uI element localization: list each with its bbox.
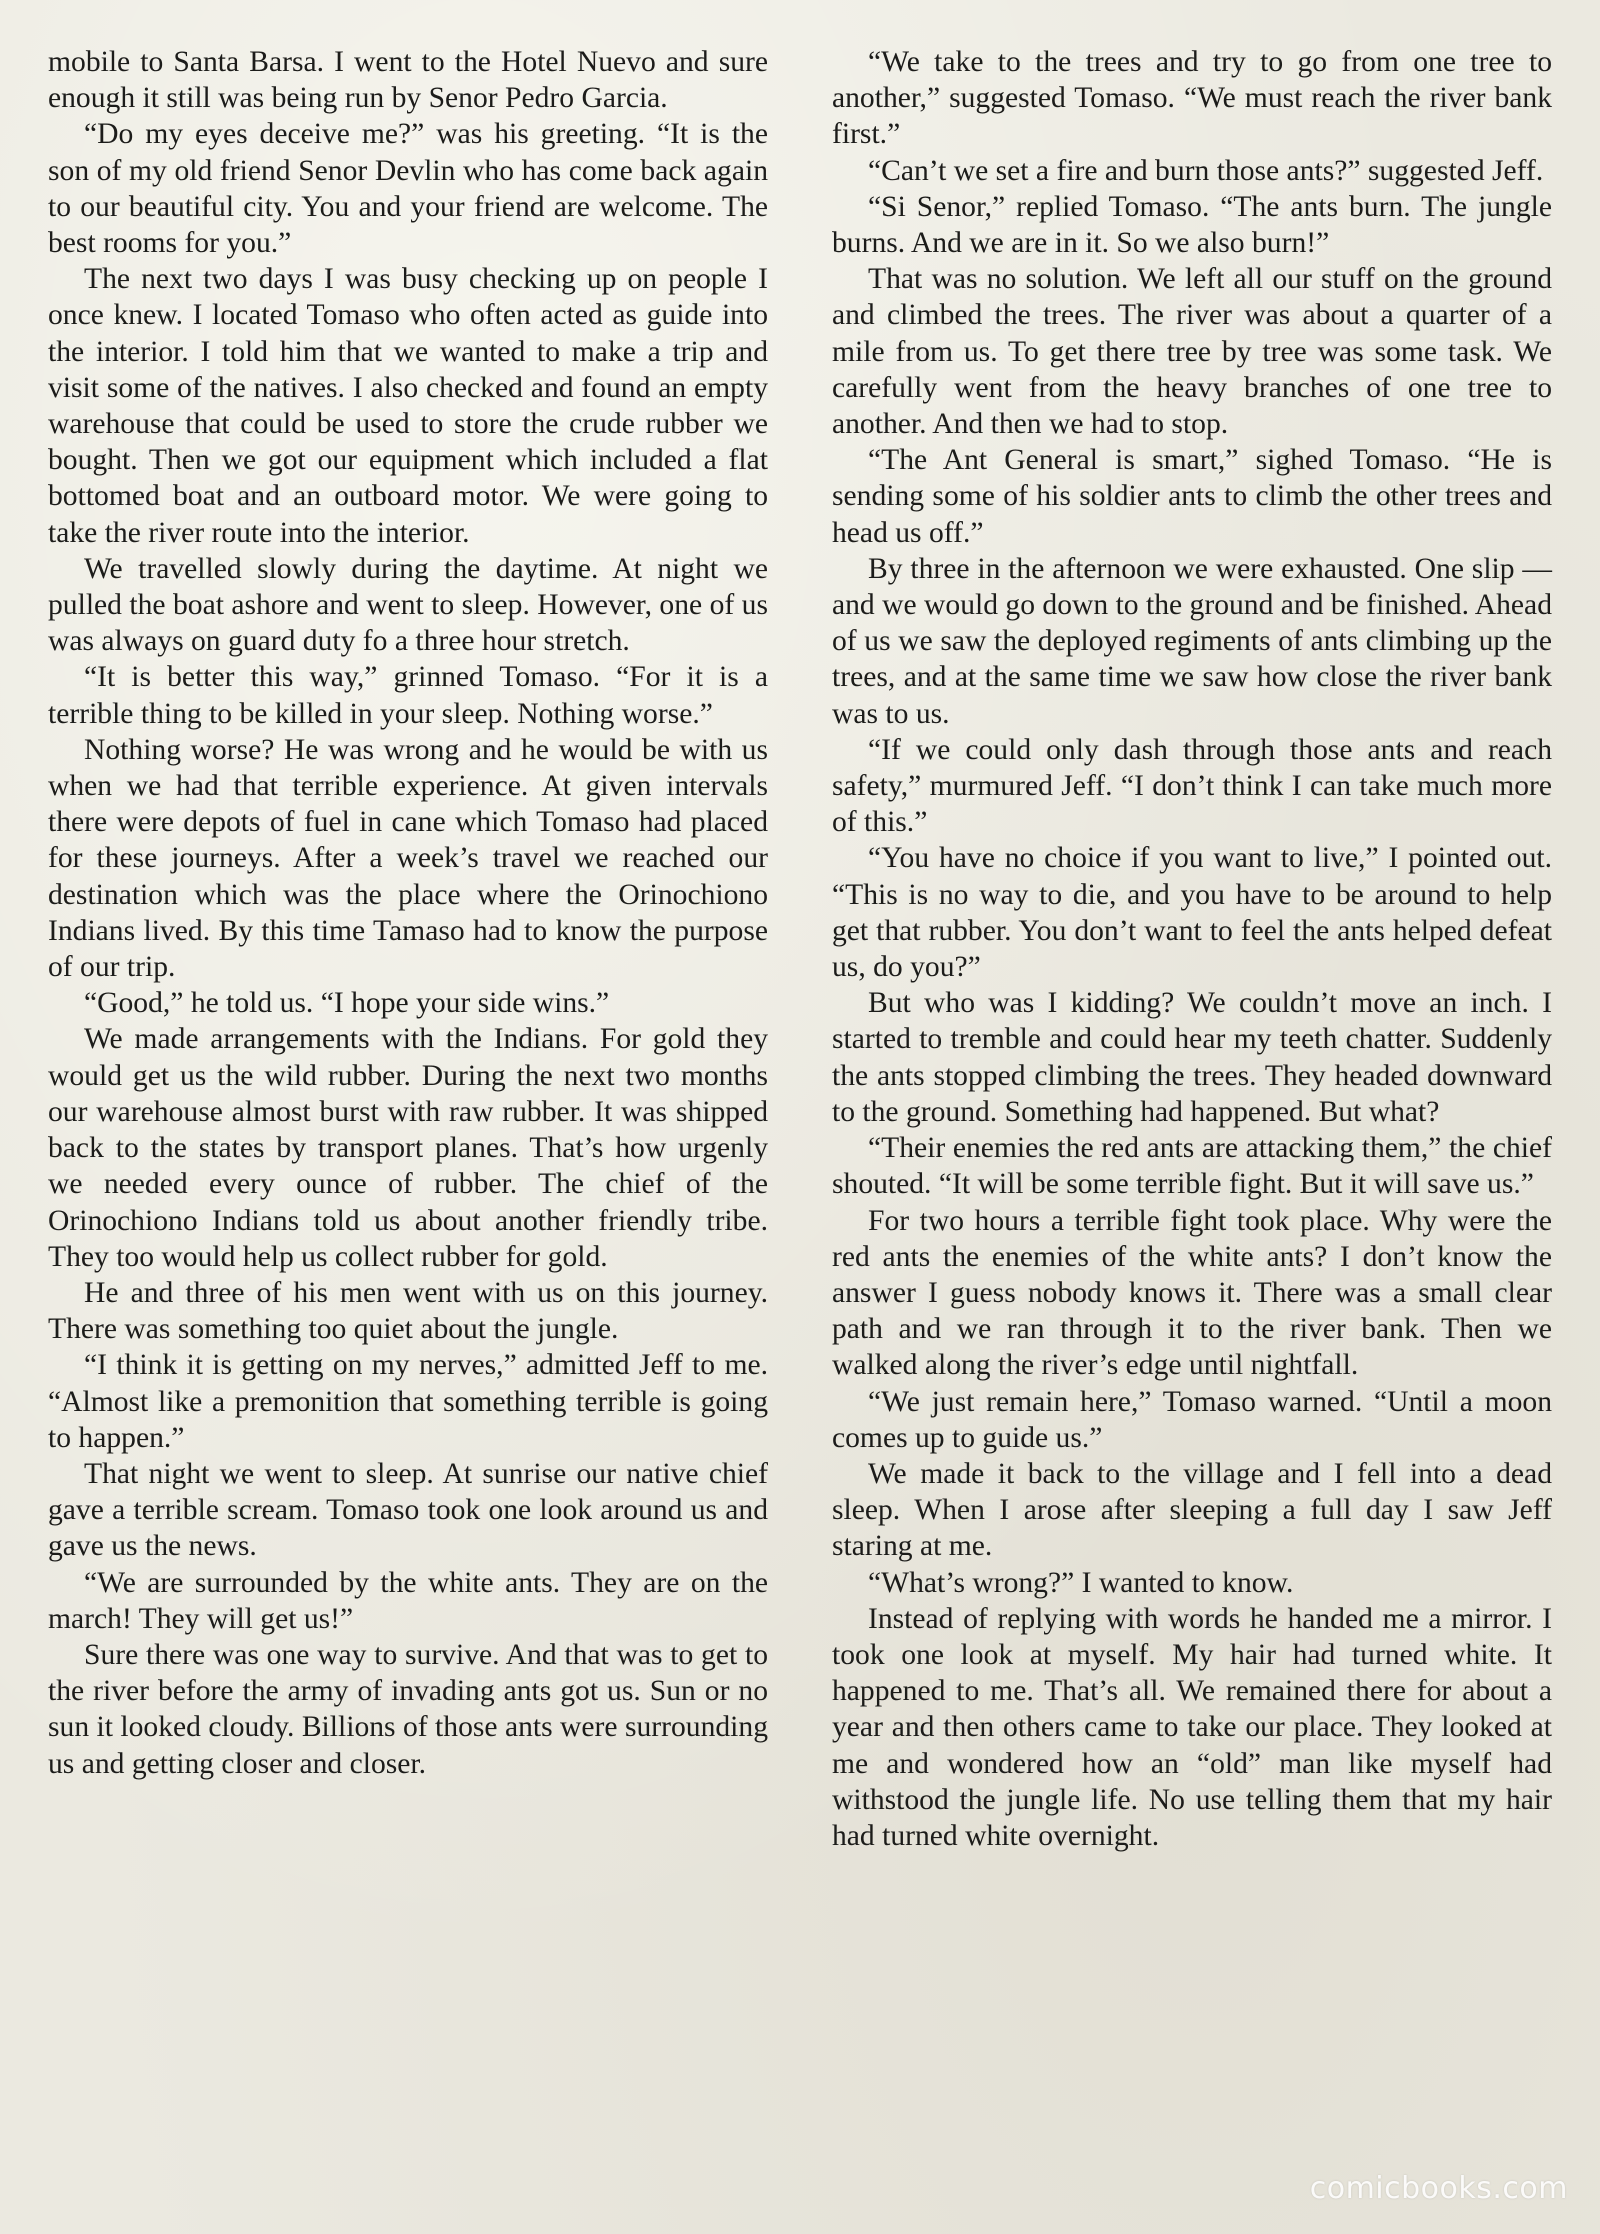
paragraph: “What’s wrong?” I wanted to know. (868, 1566, 1294, 1599)
paragraph: “I think it is getting on my nerves,” admitted Jeff to me. “Almost like a premonition that something terrible is going to happen.” (48, 1349, 768, 1454)
paragraph: That night we went to sleep. At sunrise our native chief gave a terrible scream. Tomaso took one look around us and gave us the news. (48, 1457, 768, 1563)
paragraph: He and three of his men went with us on this journey. There was something too quiet about the jungle. (48, 1276, 768, 1346)
paragraph: Instead of replying with words he handed me a mirror. I took one look at myself. My hair had turned white. It happened to me. That’s all. We remained there for about a year and then others came to take our place. They looked at me and wondered how an “old” man like myself had withstood the jungle life. No use telling them that my hair had turned white overnight. (832, 1602, 1552, 1852)
paragraph: “Can’t we set a fire and burn those ants?” suggested Jeff. (868, 154, 1544, 187)
paragraph: We travelled slowly during the daytime. At night we pulled the boat ashore and went to sleep. However, one of us was always on guard duty fo a three hour stretch. (48, 552, 768, 658)
paragraph: By three in the afternoon we were exhausted. One slip — and we would go down to the ground and be finished. Ahead of us we saw the deployed regiments of ants climbing up the trees, and at the same time we saw how close the river bank was to us. (832, 552, 1552, 730)
paragraph: We made it back to the village and I fell into a dead sleep. When I arose after sleeping a full day I saw Jeff staring at me. (832, 1457, 1552, 1563)
paragraph: Sure there was one way to survive. And that was to get to the river before the army of invading ants got us. Sun or no sun it looked cloudy. Billions of those ants were surrounding us and getting closer and closer. (48, 1638, 768, 1780)
paragraph: Nothing worse? He was wrong and he would be with us when we had that terrible experience. At given intervals there were depots of fuel in cane which Tomaso had placed for these journeys. After a week’s travel we reached our destination which was the place where the Orinochiono Indians lived. By this time Tamaso had to know the purpose of our trip. (48, 733, 768, 984)
paragraph: But who was I kidding? We couldn’t move an inch. I started to tremble and could hear my teeth chatter. Suddenly the ants stopped climbing the trees. They headed downward to the ground. Something had happened. But what? (832, 987, 1552, 1128)
left-text-column (48, 44, 768, 1782)
paragraph: “Si Senor,” replied Tomaso. “The ants burn. The jungle burns. And we are in it. So we also burn!” (832, 190, 1552, 260)
watermark: comicbooks.com (1309, 2171, 1568, 2206)
paragraph: “We take to the trees and try to go from one tree to another,” suggested Tomaso. “We must reach the river bank first.” (832, 46, 1552, 151)
paragraph: “Their enemies the red ants are attacking them,” the chief shouted. “It will be some terrible fight. But it will save us.” (832, 1132, 1552, 1201)
paragraph: “Good,” he told us. “I hope your side wins.” (84, 987, 610, 1020)
paragraph: “Do my eyes deceive me?” was his greeting. “It is the son of my old friend Senor Devlin who has come back again to our beautiful city. You and your friend are welcome. The best rooms for you.” (48, 118, 768, 260)
paragraph: “It is better this way,” grinned Tomaso. “For it is a terrible thing to be killed in your sleep. Nothing worse.” (48, 661, 768, 730)
paragraph: That was no solution. We left all our stuff on the ground and climbed the trees. The river was about a quarter of a mile from us. To get there tree by tree was some task. We carefully went from the heavy branches of one tree to another. And then we had to stop. (832, 263, 1552, 441)
paragraph: We made arrangements with the Indians. For gold they would get us the wild rubber. During the next two months our warehouse almost burst with raw rubber. It was shipped back to the states by transport planes. That’s how urgenly we needed every ounce of rubber. The chief of the Orinochiono Indians told us about another friendly tribe. They too would help us collect rubber for gold. (48, 1023, 768, 1273)
paragraph: “The Ant General is smart,” sighed Tomaso. “He is sending some of his soldier ants to climb the other trees and head us off.” (832, 444, 1552, 549)
paragraph: The next two days I was busy checking up on people I once knew. I located Tomaso who often acted as guide into the interior. I told him that we wanted to make a trip and visit some of the natives. I also checked and found an empty warehouse that could be used to store the crude rubber we bought. Then we got our equipment which included a flat bottomed boat and an outboard motor. We were going to take the river route into the interior. (48, 263, 768, 549)
paragraph: “We just remain here,” Tomaso warned. “Until a moon comes up to guide us.” (832, 1385, 1552, 1454)
paragraph: “We are surrounded by the white ants. They are on the march! They will get us!” (48, 1566, 768, 1635)
paragraph: mobile to Santa Barsa. I went to the Hotel Nuevo and sure enough it still was being run by Senor Pedro Garcia. (48, 46, 768, 115)
paragraph: “If we could only dash through those ants and reach safety,” murmured Jeff. “I don’t think I can take much more of this.” (832, 733, 1552, 839)
right-text-column (832, 44, 1552, 1854)
paragraph: For two hours a terrible fight took place. Why were the red ants the enemies of the white ants? I don’t know the answer I guess nobody knows it. There was a small clear path and we ran through it to the river bank. Then we walked along the river’s edge until nightfall. (832, 1204, 1552, 1382)
paragraph: “You have no choice if you want to live,” I pointed out. “This is no way to die, and you have to be around to help get that rubber. You don’t want to feel the ants helped defeat us, do you?” (832, 842, 1552, 984)
